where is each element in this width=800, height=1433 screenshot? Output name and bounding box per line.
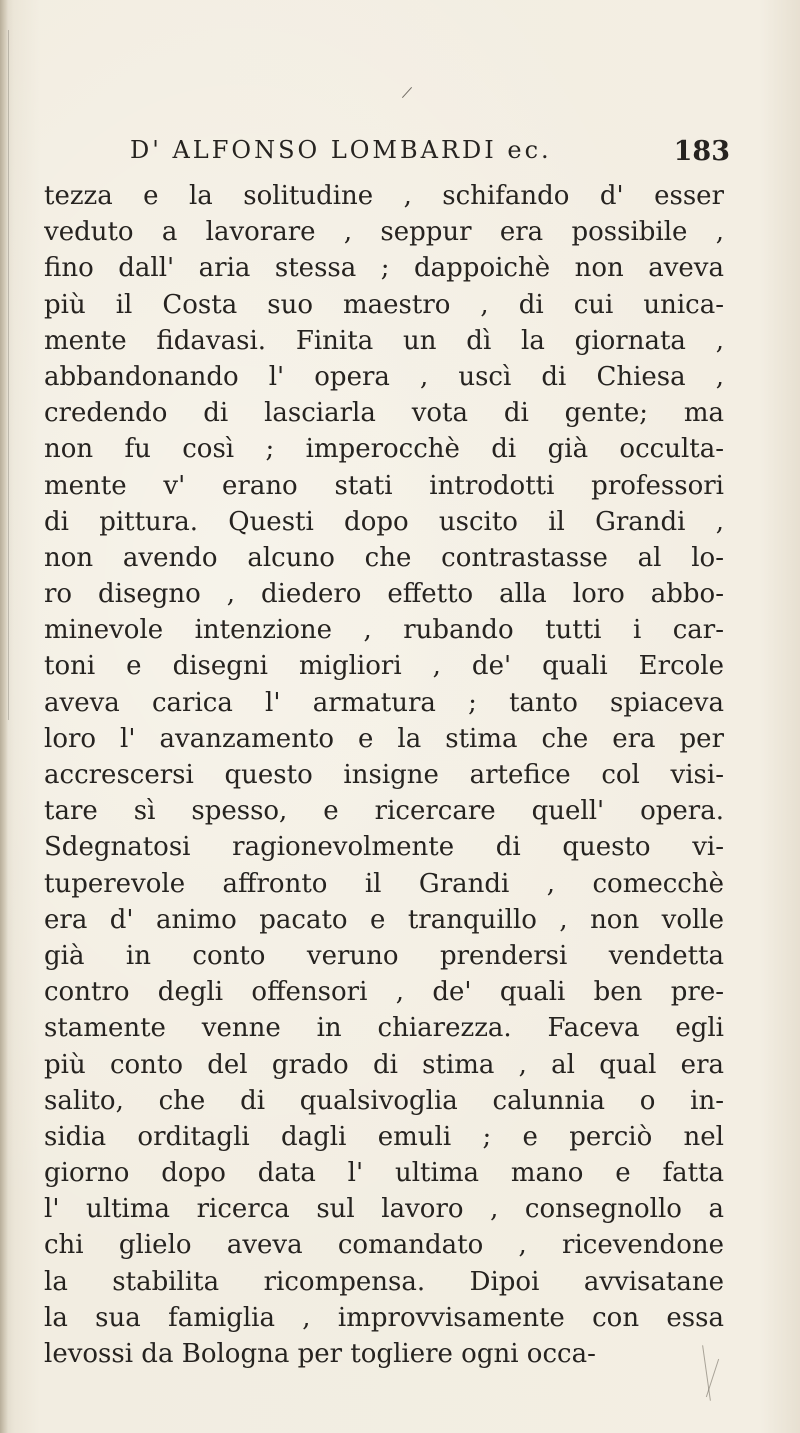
page-header bbox=[130, 136, 730, 176]
text-line: di pittura. Questi dopo uscito il Grandi , bbox=[44, 506, 724, 537]
text-line: già in conto veruno prendersi vendetta bbox=[44, 940, 724, 971]
page-gutter-edge bbox=[0, 0, 8, 1433]
text-line: loro l' avanzamento e la stima che era per bbox=[44, 723, 724, 754]
text-line: credendo di lasciarla vota di gente; ma bbox=[44, 398, 724, 429]
text-line: più conto del grado di stima , al qual era bbox=[44, 1049, 724, 1080]
text-line: aveva carica l' armatura ; tanto spiaceva bbox=[44, 687, 724, 718]
running-head: D' ALFONSO LOMBARDI ec. bbox=[130, 136, 552, 164]
text-line: giorno dopo data l' ultima mano e fatta bbox=[44, 1158, 724, 1189]
text-line: tare sì spesso, e ricercare quell' opera. bbox=[44, 796, 724, 827]
text-line: levossi da Bologna per togliere ogni occa- bbox=[44, 1339, 596, 1369]
text-line: la stabilita ricompensa. Dipoi avvisatane bbox=[44, 1266, 724, 1297]
text-line: la sua famiglia , improvvisamente con essa bbox=[44, 1302, 724, 1333]
text-line: chi glielo aveva comandato , ricevendone bbox=[44, 1230, 724, 1261]
text-line: l' ultima ricerca sul lavoro , consegnollo a bbox=[44, 1194, 724, 1225]
text-line: tuperevole affronto il Grandi , comecchè bbox=[44, 868, 724, 899]
page-number: 183 bbox=[673, 136, 730, 167]
text-line: fino dall' aria stessa ; dappoichè non aveva bbox=[44, 253, 724, 284]
text-line: era d' animo pacato e tranquillo , non volle bbox=[44, 904, 724, 935]
text-line: tezza e la solitudine , schifando d' esser bbox=[44, 181, 724, 211]
text-line: sidia orditagli dagli emuli ; e perciò nel bbox=[44, 1121, 724, 1152]
text-line: ro disegno , diedero effetto alla loro abbo- bbox=[44, 579, 724, 610]
text-line: contro degli offensori , de' quali ben pre- bbox=[44, 977, 724, 1008]
text-line: accrescersi questo insigne artefice col visi- bbox=[44, 760, 724, 790]
text-line: Sdegnatosi ragionevolmente di questo vi- bbox=[44, 832, 724, 863]
text-line: minevole intenzione , rubando tutti i car- bbox=[44, 615, 724, 646]
text-line: toni e disegni migliori , de' quali Ercole bbox=[44, 651, 724, 682]
text-line: mente fidavasi. Finita un dì la giornata , bbox=[44, 325, 724, 356]
margin-rule bbox=[8, 30, 9, 720]
text-line: mente v' erano stati introdotti professori bbox=[44, 470, 724, 501]
text-line: abbandonando l' opera , uscì di Chiesa , bbox=[44, 361, 724, 392]
text-line: più il Costa suo maestro , di cui unica- bbox=[44, 289, 724, 320]
text-line: salito, che di qualsivoglia calunnia o in- bbox=[44, 1085, 724, 1116]
text-line: stamente venne in chiarezza. Faceva egli bbox=[44, 1013, 724, 1044]
text-line: non avendo alcuno che contrastasse al lo- bbox=[44, 542, 724, 573]
body-text bbox=[44, 178, 724, 1372]
text-line: veduto a lavorare , seppur era possibile , bbox=[44, 217, 724, 248]
pen-mark bbox=[402, 87, 412, 98]
text-line: non fu così ; imperocchè di già occulta- bbox=[44, 434, 724, 465]
